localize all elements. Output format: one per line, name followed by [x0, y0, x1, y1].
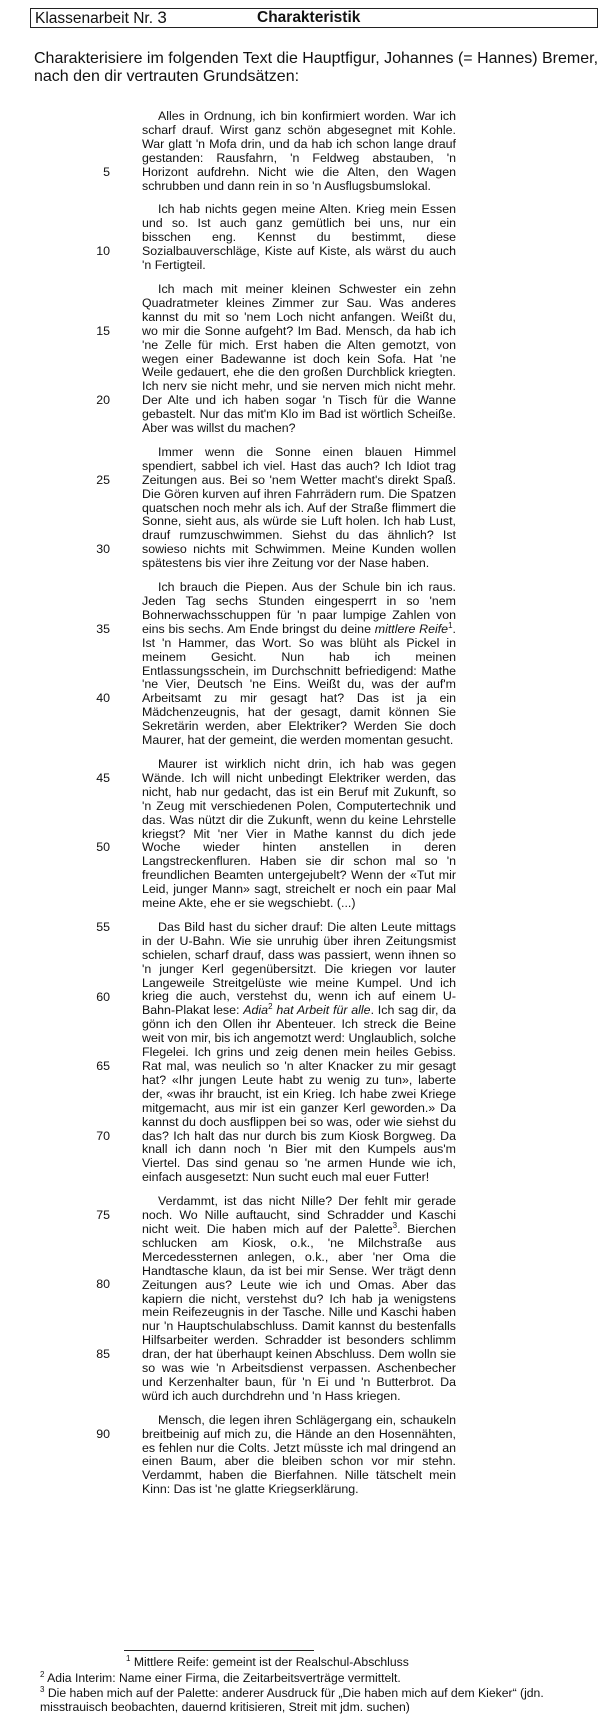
exam-header: [30, 8, 598, 28]
footnote-text: Die haben mich auf der Palette: anderer Ausdruck für „Die haben mich auf dem Kieker“ (jdn. misstrauisch beobachten, dauernd kritisieren, Streit mit jdm. suchen): [40, 1686, 544, 1714]
paragraph-1: Alles in Ordnung, ich bin konfirmiert worden. War ich scharf drauf. Wirst ganz schön abgesegnet mit Kohle. War glatt 'n Mofa drin, und da hab ich schon lange drauf gestanden: Rausfahrn, 'n Feldweg abstauben, 'n Horizont aufdrehn. Nicht wie die Alten, den Wagen schrubben und dann rein in so 'n Ausflugsbumslokal.: [142, 109, 456, 193]
footnote-3: [40, 1687, 600, 1714]
paragraph-3: Ich mach mit meiner kleinen Schwester ein zehn Quadratmeter kleines Zimmer zur Sau. Was anderes kannst du mit so 'nem Loch nicht anfangen. Weißt du, wo mir die Sonne aufgeht? Im Bad. Mensch, da hab ich 'ne Zelle für mich. Erst haben die Alten gemotzt, von wegen einer Badewanne ist doch kein Sofa. Hat 'ne Weile gedauert, ehe die den großen Durchblick kriegten. Ich nerv sie nicht mehr, und sie nerven mich nicht mehr. Der Alte und ich haben sogar 'n Tisch für die Wanne gebastelt. Nur das mit'm Klo im Bad ist wörtlich Scheiße. Aber was willst du machen?: [142, 281, 456, 436]
line-number: 90: [96, 1426, 110, 1441]
paragraph-7: Das Bild hast du sicher drauf: Die alten Leute mittags in der U-Bahn. Wie sie unruhig über ihren Zeitungsmist schielen, scharf drauf, dass was passiert, wenn ihnen so 'n junger Kerl gegenübersitzt. Die kriegen vor lauter Langeweile Streitgelüste wie meine Kumpel. Und ich krieg die auch, verstehst du, wenn ich auf einem U-Bahn-Plakat lese: Adia$^2$ hat Arbeit für alle. Ich sag dir, da gönn ich den Ollen ihr Abenteuer. Ich streck die Beine weit von mir, bis ich angemotzt werd: Unglaublich, solche Flegelei. Ich grins und zeig denen mein heiles Gebiss. Rat mal, was neulich so 'n alter Knacker zu mir gesagt hat? «Ihr jungen Leute habt zu wenig zu tun», laberte der, «was ihr braucht, ist ein Krieg. Ich habe zwei Kriege mitgemacht, aus mir ist ein ganzer Kerl geworden.» Da kannst du doch ausflippen bei so was, oder wie siehst du das? Ich halt das nur durch bis zum Kiosk Borgweg. Da knall ich dann noch 'n Bier mit den Kumpels aus'm Viertel. Das sind genau so 'ne armen Hunde wie ich, einfach ausgesetzt: Nun sucht euch mal euer Futter!: [142, 919, 457, 1185]
paragraph-8: Verdammt, ist das nicht Nille? Der fehlt mir gerade noch. Wo Nille auftaucht, sind Schradder und Kaschi nicht weit. Die haben mich auf der Palette$^3$. Bierchen schlucken am Kiosk, o.k., 'ne Milchstraße aus Mercedessternen anlegen, o.k., aber 'ner Oma die Handtasche klaun, da ist bei mir Sense. Wer trägt denn Zeitungen aus? Leute wie ich und Omas. Aber das kapiern die nicht, verstehst du? Ich hab ja wenigstens mein Reifezeugnis in der Tasche. Nille und Kaschi haben nur 'n Hauptschulabschluss. Damit kannst du bestenfalls Hilfsarbeiter werden. Schradder ist besonders schlimm dran, der hat überhaupt keinen Abschluss. Dem wolln sie so was wie 'n Arbeitsdienst verpassen. Aschenbecher und Kerzenhalter baun, für 'n Ei und 'n Butterbrot. Da würd ich auch durchdrehn und 'n Hass kriegen.: [142, 1194, 456, 1403]
paragraph-5: Ich brauch die Piepen. Aus der Schule bin ich raus. Jeden Tag sechs Stunden eingesperrt in so 'nem Bohnerwachsschuppen für 'n paar lumpige Zahlen von eins bis sechs. Am Ende bringst du deine mittlere Reife$^1$. Ist 'n Hammer, das Wort. So was blüht als Pickel in meinem Gesicht. Nun hab ich meinen Entlassungsschein, im Durchschnitt befriedigend: Mathe 'ne Vier, Deutsch 'ne Eins. Weißt du, was der auf'm Arbeitsamt zu mir gesagt hat? Das ist ja ein Mädchenzeugnis, hat der gesagt, damit können Sie Sekretärin werden, aber Elektriker? Werden Sie doch Maurer, hat der gemeint, die werden momentan gesucht.: [142, 580, 456, 748]
footnote-divider: [124, 1650, 314, 1651]
footnote-text: Mittlere Reife: gemeint ist der Realschul-Abschluss: [130, 1655, 409, 1669]
line-number: 20: [96, 393, 110, 408]
footnotes: [40, 1653, 600, 1716]
paragraph-2: Ich hab nichts gegen meine Alten. Krieg mein Essen und so. Ist auch ganz gemütlich bei uns, nur ein bisschen eng. Kennst du bestimmt, diese Sozialbauverschläge, Kiste auf Kiste, als wärst du auch 'n Fertigteil.: [142, 202, 456, 273]
footnote-number: 2: [40, 1669, 45, 1679]
line-number: 30: [96, 542, 110, 557]
exam-title: Charakteristik: [257, 9, 361, 26]
footnote-2: [40, 1669, 600, 1686]
line-number: 55: [96, 920, 110, 934]
footnote-number: 3: [40, 1685, 45, 1695]
task-instruction: Charakterisiere im folgenden Text die Hauptfigur, Johannes (= Hannes) Bremer, nach den dir vertrauten Grundsätzen:: [34, 50, 599, 85]
line-number: 45: [96, 770, 110, 785]
line-number: 85: [96, 1346, 110, 1361]
line-number: 25: [96, 472, 110, 487]
line-number: 40: [96, 691, 110, 706]
exam-label-text: Klassenarbeit Nr.: [35, 10, 154, 27]
paragraph-9: Mensch, die legen ihren Schlägergang ein, schaukeln breitbeinig auf mich zu, die Hände an den Hosennähten, es fehlen nur die Colts. Jetzt müsste ich mal dringend an einen Baum, aber die bleiben schon vor mir stehn. Verdammt, haben die Bierfahnen. Nille tätschelt mein Kinn: Das ist 'ne glatte Kriegserklärung.: [142, 1412, 456, 1497]
line-number: 70: [96, 1128, 110, 1143]
line-number: 75: [96, 1207, 110, 1222]
exam-label: [31, 8, 257, 28]
story-text: [142, 110, 456, 1507]
exam-number: 3: [157, 8, 167, 27]
line-number: 60: [96, 989, 110, 1004]
line-number: 5: [103, 164, 110, 179]
line-number: 50: [96, 840, 110, 855]
footnote-number: 1: [126, 1653, 131, 1663]
line-number: 35: [96, 621, 110, 636]
paragraph-4: Immer wenn die Sonne einen blauen Himmel spendiert, sabbel ich viel. Hast das auch? Ich Idiot trag Zeitungen aus. Bei so 'nem Wetter macht's direkt Spaß. Die Gören kurven auf ihren Fahrrädern rum. Die Spatzen quatschen noch mehr als ich. Auf der Straße flimmert die Sonne, sieht aus, als würde sie Luft holen. Ich hab Lust, drauf rumzuschwimmen. Siehst du das ähnlich? Ist sowieso nichts mit Schwimmen. Meine Kunden wollen spätestens bis vier ihre Zeitung vor der Nase haben.: [142, 444, 456, 571]
footnote-text: Adia Interim: Name einer Firma, die Zeitarbeitsverträge vermittelt.: [44, 1670, 401, 1685]
footnote-1: [40, 1653, 600, 1670]
line-number: 80: [96, 1277, 110, 1292]
paragraph-6: Maurer ist wirklich nicht drin, ich hab was gegen Wände. Ich will nicht unbedingt Elektriker werden, das nicht, hab nur gedacht, das ist ein Beruf mit Zukunft, so 'n Zeug mit verschiedenen Polen, Computertechnik und das. Was nützt dir die Zukunft, wenn du keine Lehrstelle kriegst? Mit 'ner Vier in Mathe kannst du dich jede Woche wieder hinten anstellen in deren Langstreckenfluren. Haben sie dir schon mal so 'n freundlichen Beamten untergejubelt? Wenn der «Tut mir Leid, junger Mann» sagt, streichelt er noch ein paar Mal meine Akte, ehe er sie wegschiebt. (...): [142, 756, 456, 911]
line-number: 65: [96, 1059, 110, 1073]
line-number: 10: [96, 243, 110, 258]
line-number: 15: [96, 323, 110, 338]
